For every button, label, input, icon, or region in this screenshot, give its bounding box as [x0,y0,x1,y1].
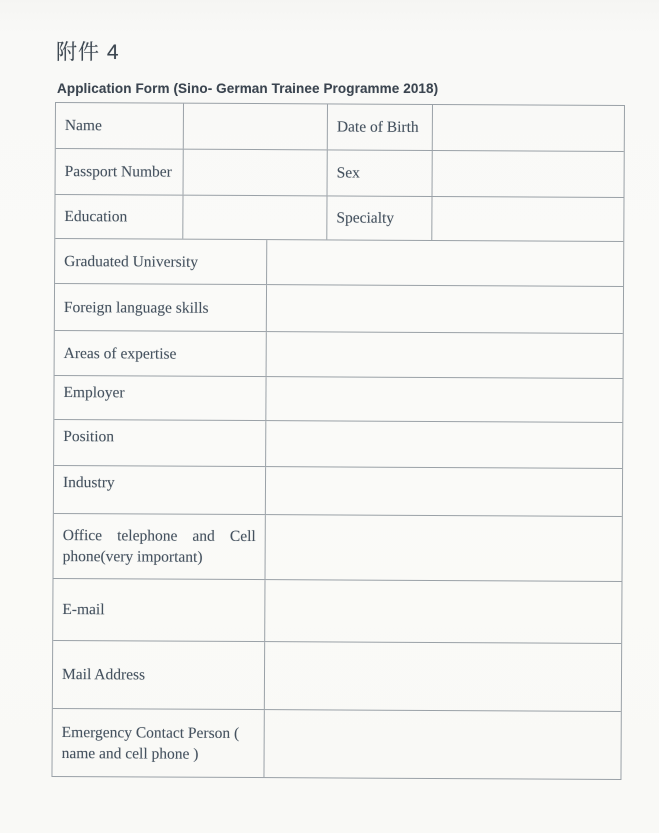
industry-label-cell [54,466,266,514]
date-of-birth-label-cell [328,104,433,150]
position-value-cell [266,421,622,468]
name-label: Name [64,117,102,135]
table-row [54,376,622,423]
foreign-language-skills-value-cell [267,285,623,333]
office-telephone-label-cell [54,514,266,579]
education-label: Education [64,208,128,226]
emergency-contact-value-cell [264,710,620,779]
office-telephone-label: Office telephone and Cell phone(very important) [62,527,256,566]
specialty-label-cell [327,196,432,240]
sex-label-cell [328,150,433,196]
sex-label: Sex [336,164,360,182]
position-label: Position [63,428,115,446]
table-row [55,195,623,242]
office-telephone-value-cell [266,515,622,581]
mail-address-label-cell [53,641,265,709]
passport-number-label-cell [56,149,184,195]
name-value-cell [184,104,328,150]
employer-label-cell [54,376,266,420]
application-form-table [51,102,625,780]
education-value-cell [183,196,327,240]
form-title: Application Form (Sino- German Trainee Programme 2018) [57,81,439,96]
table-row [54,466,622,517]
attachment-label: 附件 4 [56,41,120,64]
table-row [56,103,624,152]
areas-of-expertise-value-cell [267,332,623,378]
graduated-university-value-cell [267,240,623,286]
table-row [53,641,621,712]
date-of-birth-label: Date of Birth [336,118,419,136]
employer-value-cell [266,377,622,422]
table-row [54,420,622,469]
table-row [52,709,620,779]
industry-label: Industry [62,474,115,492]
table-row [53,579,621,644]
education-label-cell [55,195,183,239]
industry-value-cell [266,467,622,516]
name-label-cell [56,103,184,149]
table-row [55,331,623,379]
passport-number-value-cell [184,150,328,196]
graduated-university-label-cell [55,239,267,284]
specialty-value-cell [432,197,623,241]
email-label: E-mail [62,601,105,619]
form-table-border [51,102,625,780]
email-label-cell [53,579,265,641]
sex-value-cell [433,151,624,197]
position-label-cell [54,420,266,466]
mail-address-value-cell [265,642,621,711]
passport-number-label: Passport Number [64,163,172,181]
email-value-cell [265,580,621,643]
table-row [55,239,623,287]
areas-of-expertise-label-cell [55,331,267,376]
table-row [55,284,623,334]
foreign-language-skills-label-cell [55,284,267,331]
emergency-contact-label-cell [52,709,264,777]
date-of-birth-value-cell [433,105,624,151]
emergency-contact-label: Emergency Contact Person ( name and cell phone ) [61,723,240,763]
areas-of-expertise-label: Areas of expertise [63,344,177,363]
table-row [54,514,622,582]
table-row [56,149,624,198]
foreign-language-skills-label: Foreign language skills [63,298,209,317]
specialty-label: Specialty [336,209,395,227]
graduated-university-label: Graduated University [64,252,199,271]
employer-label: Employer [63,384,125,402]
mail-address-label: Mail Address [61,666,146,684]
